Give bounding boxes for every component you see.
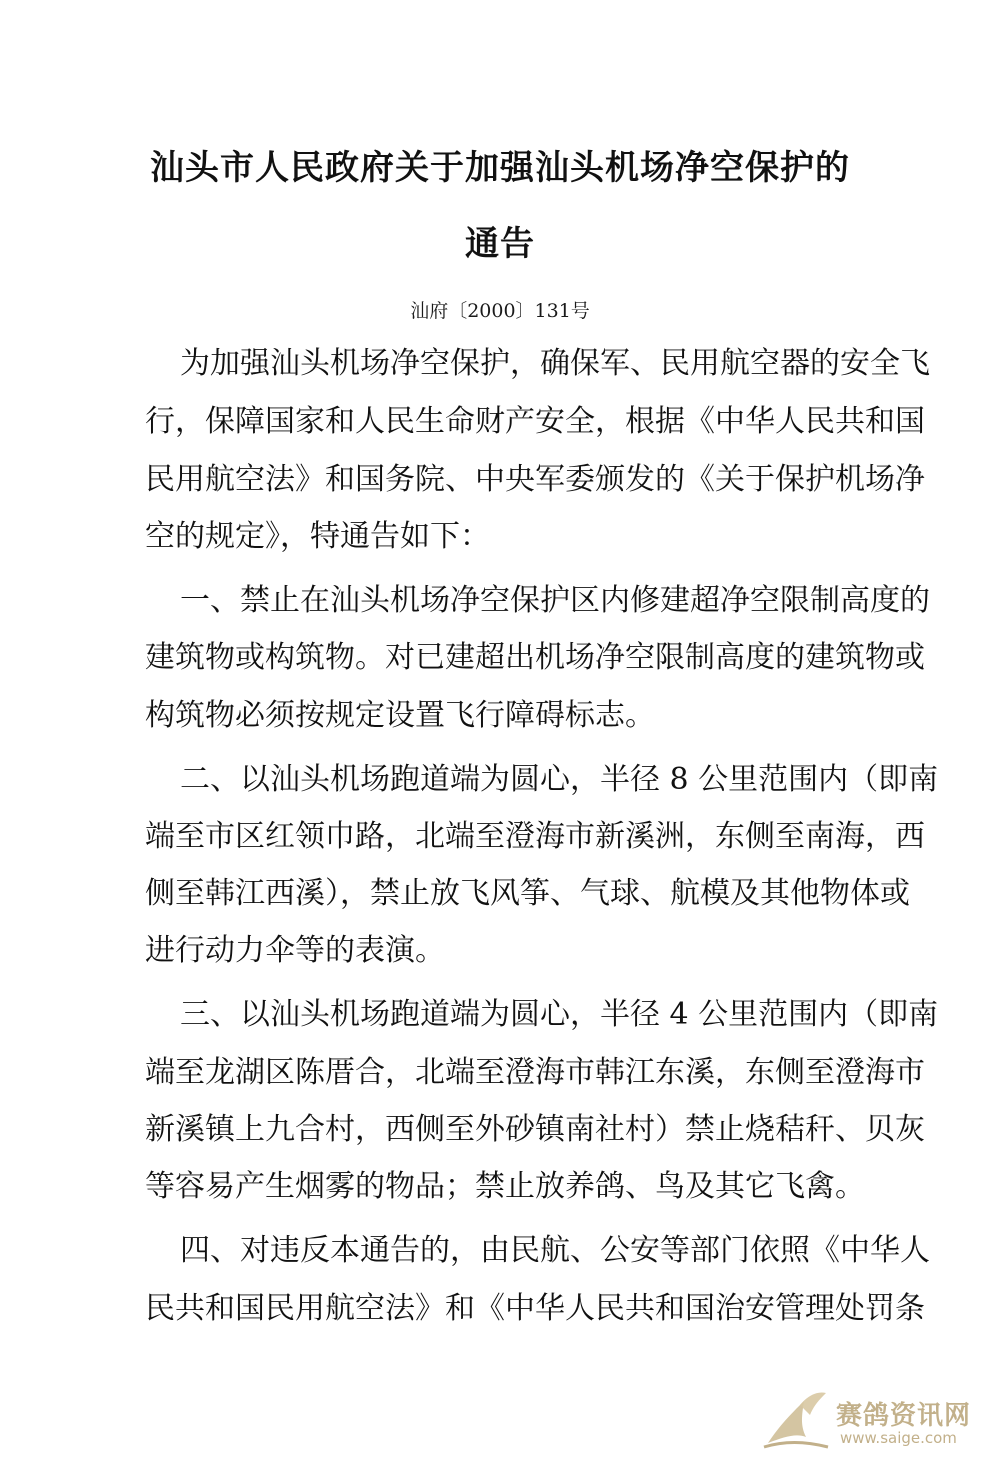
body-line: 端至市区红领巾路，北端至澄海市新溪洲，东侧至南海，西 (145, 819, 925, 854)
body-line: 行，保障国家和人民生命财产安全，根据《中华人民共和国 (145, 404, 925, 439)
body-line: 为加强汕头机场净空保护，确保军、民用航空器的安全飞 (180, 346, 930, 381)
body-line: 三、以汕头机场跑道端为圆心，半径 4 公里范围内（即南 (180, 997, 939, 1032)
body-line: 端至龙湖区陈厝合，北端至澄海市韩江东溪，东侧至澄海市 (145, 1055, 925, 1090)
body-line: 新溪镇上九合村，西侧至外砂镇南社村）禁止烧秸秆、贝灰 (145, 1112, 925, 1147)
body-line: 构筑物必须按规定设置飞行障碍标志。 (145, 698, 655, 733)
pigeon-logo-icon (760, 1385, 832, 1455)
watermark-name: 赛鸽资讯网 (836, 1401, 972, 1431)
body-line: 一、禁止在汕头机场净空保护区内修建超净空限制高度的 (180, 583, 930, 618)
body-line: 等容易产生烟雾的物品；禁止放养鸽、鸟及其它飞禽。 (145, 1169, 865, 1204)
document-title-line1: 汕头市人民政府关于加强汕头机场净空保护的 (150, 148, 850, 188)
body-line: 民用航空法》和国务院、中央军委颁发的《关于保护机场净 (145, 462, 925, 497)
document-title-line2: 通告 (465, 224, 535, 264)
body-line: 四、对违反本通告的，由民航、公安等部门依照《中华人 (180, 1233, 930, 1268)
body-line: 建筑物或构筑物。对已建超出机场净空限制高度的建筑物或 (145, 640, 925, 675)
body-line: 二、以汕头机场跑道端为圆心，半径 8 公里范围内（即南 (180, 762, 939, 797)
body-line: 侧至韩江西溪），禁止放飞风筝、气球、航模及其他物体或 (145, 876, 910, 911)
site-watermark (760, 1385, 985, 1455)
document-number: 汕府〔2000〕131号 (410, 300, 590, 322)
body-line: 进行动力伞等的表演。 (145, 933, 445, 968)
watermark-url: www.saige.com (840, 1429, 957, 1447)
body-line: 民共和国民用航空法》和《中华人民共和国治安管理处罚条 (145, 1291, 925, 1326)
body-line: 空的规定》，特通告如下： (145, 519, 490, 554)
